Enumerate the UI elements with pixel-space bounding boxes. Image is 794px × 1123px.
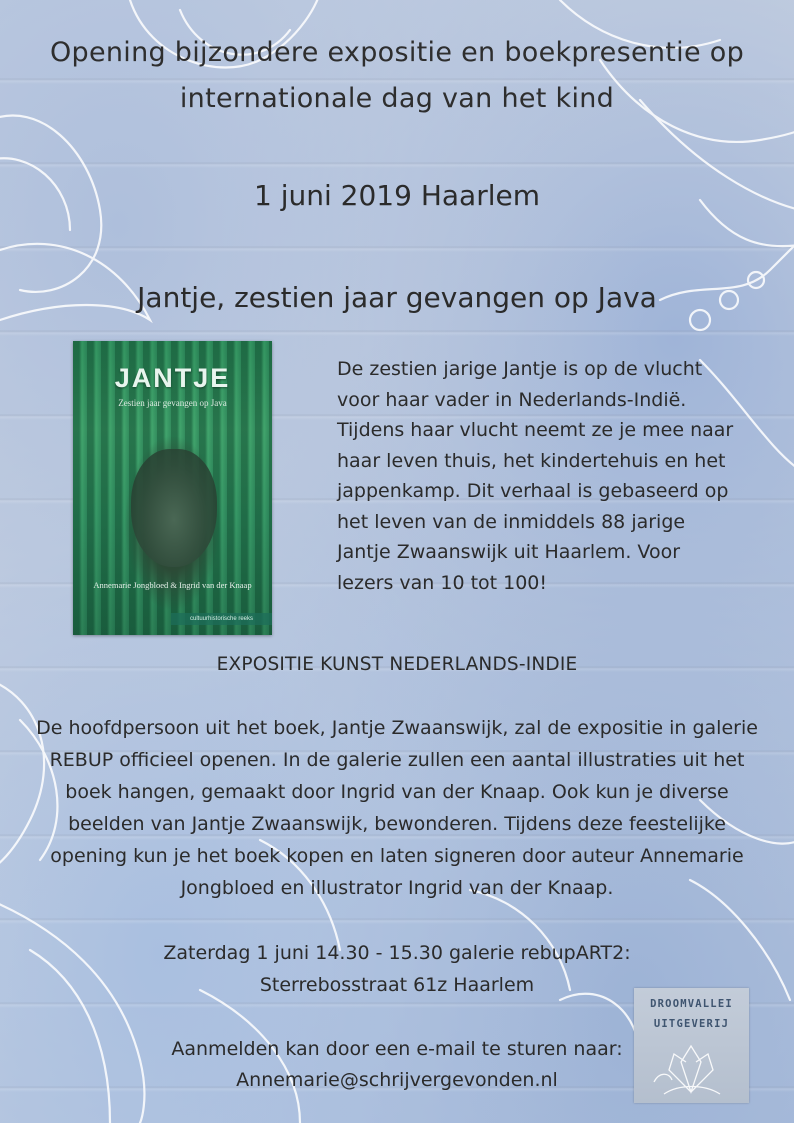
cover-publisher: cultuurhistorische reeks — [171, 613, 272, 625]
event-date: 1 juni 2019 Haarlem — [254, 179, 540, 212]
cover-title: JANTJE — [114, 363, 231, 393]
signup-email-link[interactable]: Annemarie@schrijvergevonden.nl — [236, 1069, 558, 1091]
book-blurb: De zestien jarige Jantje is op de vlucht voor haar vader in Nederlands-Indië. Tijdens haar vlucht neemt ze je mee naar haar leven thuis, het kindertehuis en het jappenkamp. Dit verhaal is gebaseerd op het leven van de inmiddels 88 jarige Jantje Zwaanswijk uit Haarlem. Voor lezers van 10 tot 100! — [337, 358, 734, 594]
cover-illustration-face — [131, 449, 217, 567]
book-cover-image — [73, 341, 272, 635]
signup-text: Aanmelden kan door een e-mail te sturen naar: — [171, 1038, 623, 1060]
logo-text-line-1: DROOMVALLEI — [650, 998, 733, 1010]
headline-line-2: internationale dag van het kind — [179, 83, 615, 114]
headline — [0, 30, 794, 122]
event-time-location: Zaterdag 1 juni 14.30 - 15.30 galerie rebupART2: — [163, 942, 631, 964]
headline-line-1: Opening bijzondere expositie en boekpresentie op — [49, 37, 745, 68]
logo-text-line-2: UITGEVERIJ — [653, 1018, 730, 1030]
book-title: Jantje, zestien jaar gevangen op Java — [137, 281, 657, 314]
logo-flower-icon — [634, 1032, 749, 1103]
exhibition-description: De hoofdpersoon uit het boek, Jantje Zwaanswijk, zal de expositie in galerie REBUP officieel openen. In de galerie zullen een aantal illustraties uit het boek hangen, gemaakt door Ingrid van der Knaap. Ook kun je diverse beelden van Jantje Zwaanswijk, bewonderen. Tijdens deze feestelijke opening kun je het boek kopen en laten signeren door auteur Annemarie Jongbloed en illustrator Ingrid van der Knaap. — [36, 717, 758, 899]
publisher-logo — [634, 988, 749, 1103]
exhibition-heading: EXPOSITIE KUNST NEDERLANDS-INDIE — [216, 654, 578, 675]
cover-subtitle: Zestien jaar gevangen op Java — [118, 398, 227, 408]
cover-authors: Annemarie Jongbloed & Ingrid van der Knaap — [93, 580, 252, 590]
event-address: Sterrebosstraat 61z Haarlem — [259, 974, 535, 996]
